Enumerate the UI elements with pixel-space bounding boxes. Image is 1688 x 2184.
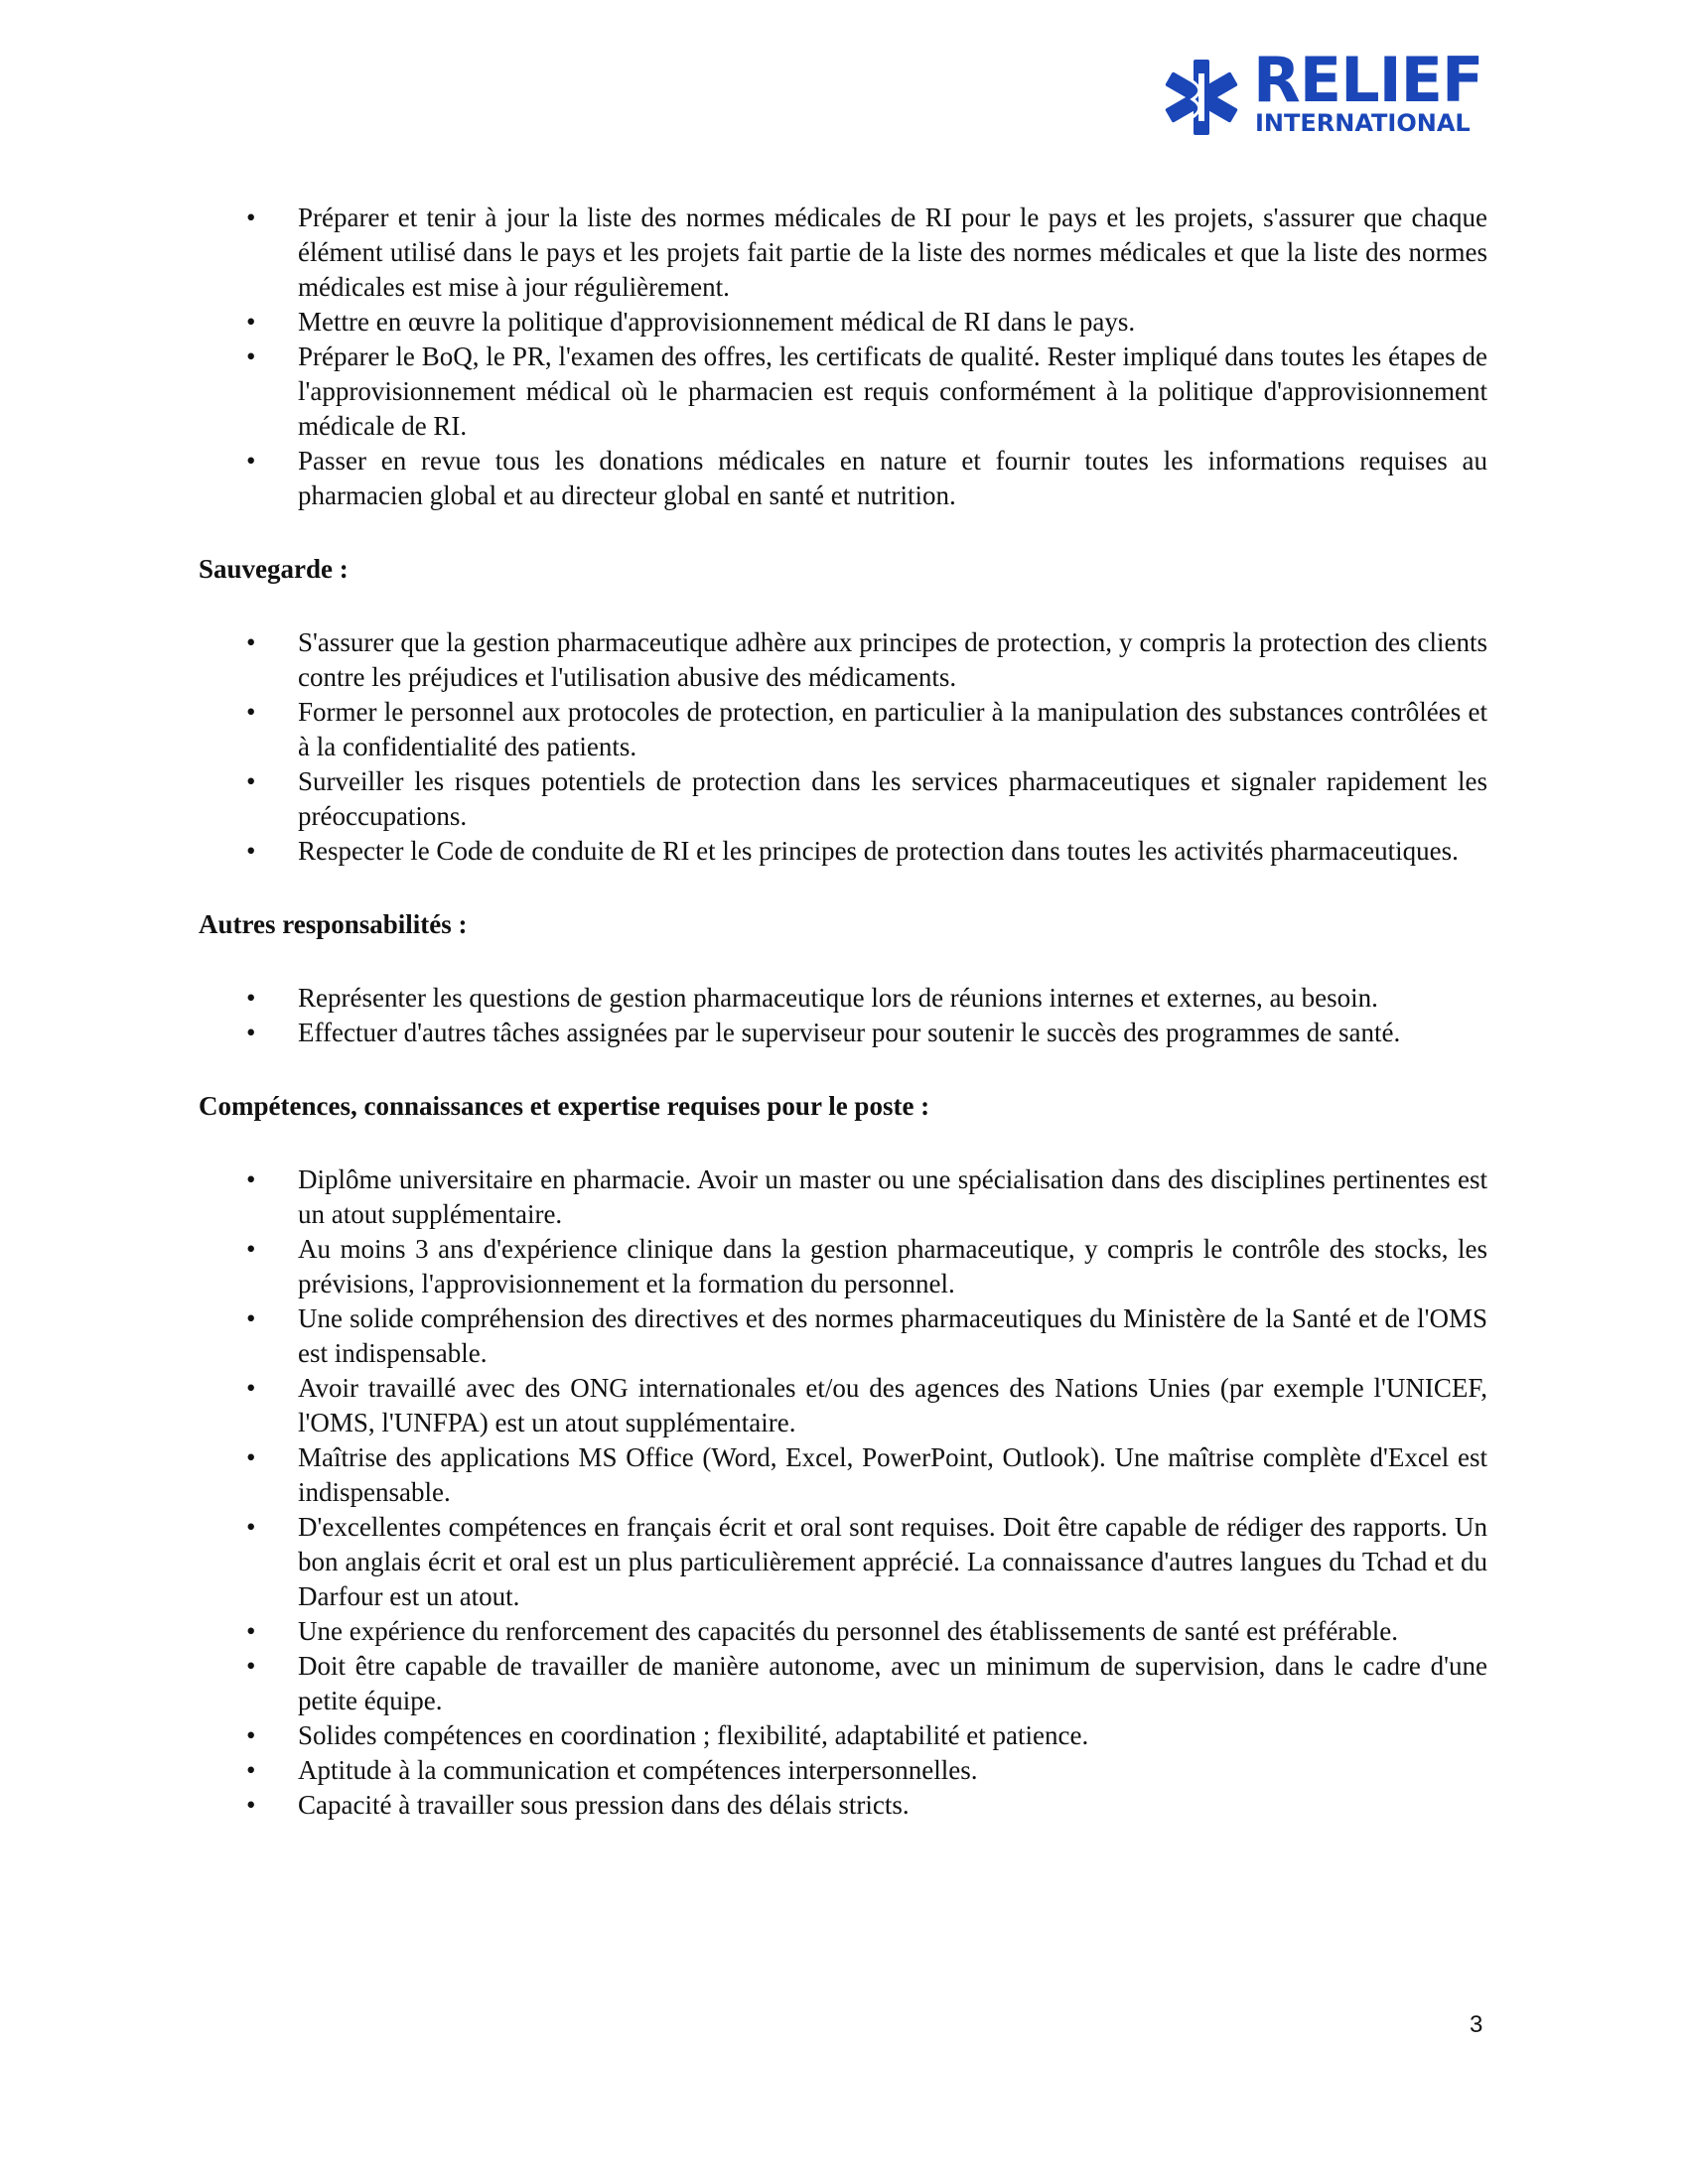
list-item: • Diplôme universitaire en pharmacie. Avoir un master ou une spécialisation dans des disciplines pertinentes est un atout supplémentaire. <box>199 1162 1487 1232</box>
star-of-life-icon <box>1162 58 1241 137</box>
list-item: • Former le personnel aux protocoles de protection, en particulier à la manipulation des substances contrôlées et à la confidentialité des patients. <box>199 695 1487 764</box>
section-heading-autres-responsabilites: Autres responsabilités : <box>199 909 468 939</box>
sauvegarde-bullet-list <box>199 625 1487 869</box>
list-item: • Préparer et tenir à jour la liste des normes médicales de RI pour le pays et les projets, s'assurer que chaque élément utilisé dans le pays et les projets fait partie de la liste des normes médicales et que la liste des normes médicales est mise à jour régulièrement. <box>199 201 1487 305</box>
list-item: • Représenter les questions de gestion pharmaceutique lors de réunions internes et externes, au besoin. <box>199 981 1487 1016</box>
document-body <box>199 201 1487 1823</box>
list-item: • Solides compétences en coordination ; flexibilité, adaptabilité et patience. <box>199 1718 1487 1753</box>
list-item: • Maîtrise des applications MS Office (Word, Excel, PowerPoint, Outlook). Une maîtrise complète d'Excel est indispensable. <box>199 1440 1487 1510</box>
page-number: 3 <box>1470 2011 1483 2038</box>
list-item: • Respecter le Code de conduite de RI et les principes de protection dans toutes les activités pharmaceutiques. <box>199 834 1487 869</box>
logo-text-international: INTERNATIONAL <box>1255 109 1471 137</box>
list-item: • Une solide compréhension des directives et des normes pharmaceutiques du Ministère de la Santé et de l'OMS est indispensable. <box>199 1301 1487 1371</box>
list-item: • Aptitude à la communication et compétences interpersonnelles. <box>199 1753 1487 1788</box>
list-item: • Préparer le BoQ, le PR, l'examen des offres, les certificats de qualité. Rester impliqué dans toutes les étapes de l'approvisionnement médical où le pharmacien est requis conformément à la politique d'approvisionnement médicale de RI. <box>199 340 1487 444</box>
intro-bullet-list <box>199 201 1487 513</box>
list-item: • Mettre en œuvre la politique d'approvisionnement médical de RI dans le pays. <box>199 305 1487 340</box>
list-item: • Passer en revue tous les donations médicales en nature et fournir toutes les informations requises au pharmacien global et au directeur global en santé et nutrition. <box>199 444 1487 513</box>
competences-bullet-list <box>199 1162 1487 1823</box>
list-item: • Au moins 3 ans d'expérience clinique dans la gestion pharmaceutique, y compris le contrôle des stocks, les prévisions, l'approvisionnement et la formation du personnel. <box>199 1232 1487 1301</box>
list-item: • S'assurer que la gestion pharmaceutique adhère aux principes de protection, y compris la protection des clients contre les préjudices et l'utilisation abusive des médicaments. <box>199 625 1487 695</box>
list-item: • Doit être capable de travailler de manière autonome, avec un minimum de supervision, dans le cadre d'une petite équipe. <box>199 1649 1487 1718</box>
list-item: • Effectuer d'autres tâches assignées par le superviseur pour soutenir le succès des programmes de santé. <box>199 1016 1487 1050</box>
list-item: • Capacité à travailler sous pression dans des délais stricts. <box>199 1788 1487 1823</box>
section-heading-sauvegarde: Sauvegarde : <box>199 554 349 584</box>
relief-international-logo <box>1162 44 1483 141</box>
list-item: • Une expérience du renforcement des capacités du personnel des établissements de santé est préférable. <box>199 1614 1487 1649</box>
list-item: • Surveiller les risques potentiels de protection dans les services pharmaceutiques et signaler rapidement les préoccupations. <box>199 764 1487 834</box>
list-item: • D'excellentes compétences en français écrit et oral sont requises. Doit être capable de rédiger des rapports. Un bon anglais écrit et oral est un plus particulièrement apprécié. La connaissance d'autres langues du Tchad et du Darfour est un atout. <box>199 1510 1487 1614</box>
list-item: • Avoir travaillé avec des ONG internationales et/ou des agences des Nations Unies (par exemple l'UNICEF, l'OMS, l'UNFPA) est un atout supplémentaire. <box>199 1371 1487 1440</box>
logo-text-relief: RELIEF <box>1253 44 1483 116</box>
autres-responsabilites-bullet-list <box>199 981 1487 1050</box>
section-heading-competences: Compétences, connaissances et expertise requises pour le poste : <box>199 1091 930 1121</box>
